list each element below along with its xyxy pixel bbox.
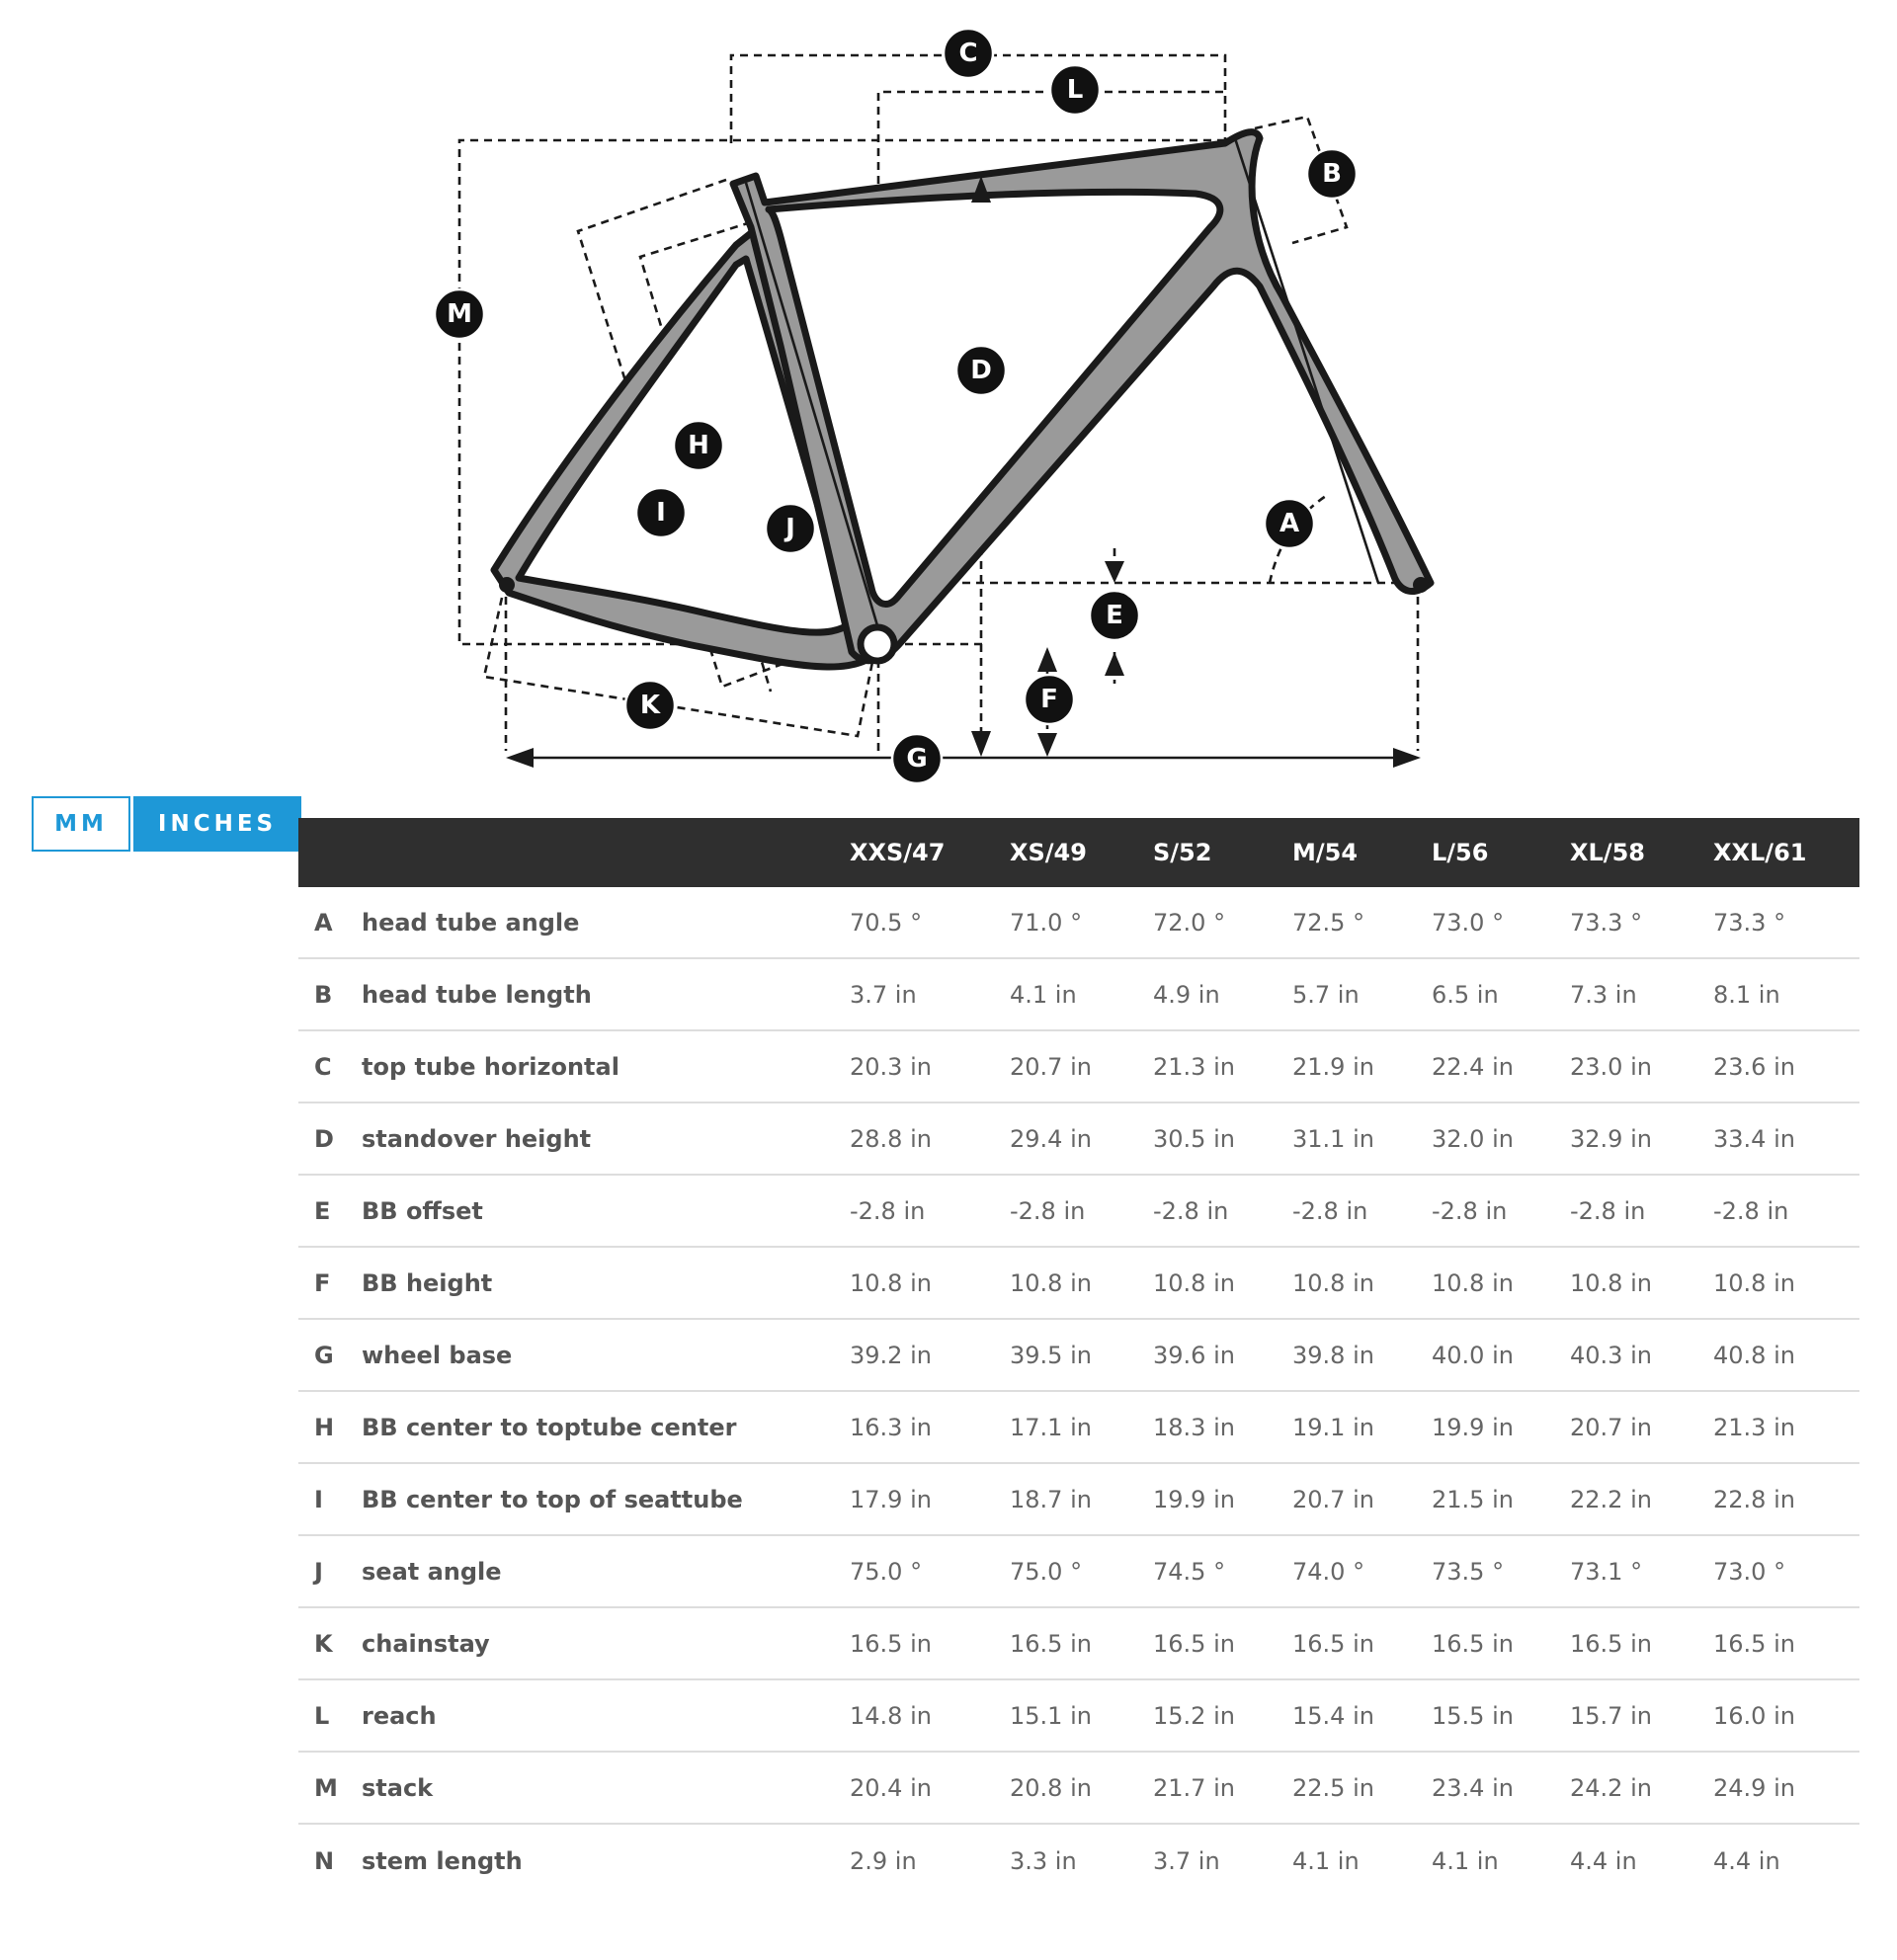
row-value: 40.8 in <box>1713 1341 1795 1369</box>
row-name: BB offset <box>362 1196 483 1225</box>
row-value: 16.5 in <box>1432 1629 1514 1658</box>
svg-text:I: I <box>656 498 666 528</box>
row-value: 22.5 in <box>1292 1773 1374 1802</box>
svg-text:M: M <box>447 299 472 329</box>
row-value: 10.8 in <box>1570 1268 1652 1297</box>
label-a-icon <box>1265 499 1314 548</box>
row-value: 28.8 in <box>850 1124 932 1153</box>
row-value: 15.5 in <box>1432 1701 1514 1730</box>
row-value: 15.4 in <box>1292 1701 1374 1730</box>
label-m-icon <box>435 289 484 339</box>
row-name: BB center to toptube center <box>362 1413 737 1441</box>
row-value: 2.9 in <box>850 1846 917 1875</box>
row-value: -2.8 in <box>1570 1196 1646 1225</box>
row-value: 21.3 in <box>1153 1052 1235 1081</box>
label-e-icon <box>1090 591 1139 640</box>
row-value: 16.5 in <box>1010 1629 1092 1658</box>
row-value: 33.4 in <box>1713 1124 1795 1153</box>
row-value: 30.5 in <box>1153 1124 1235 1153</box>
table-row <box>298 1248 1859 1320</box>
row-letter: C <box>314 1052 332 1081</box>
row-value: 29.4 in <box>1010 1124 1092 1153</box>
unit-inches-button[interactable]: INCHES <box>133 796 301 852</box>
row-value: -2.8 in <box>1713 1196 1789 1225</box>
svg-text:E: E <box>1106 601 1123 630</box>
row-letter: E <box>314 1196 331 1225</box>
geometry-table <box>298 818 1859 1897</box>
label-g-icon <box>892 734 942 783</box>
svg-text:D: D <box>970 356 992 385</box>
row-value: 24.2 in <box>1570 1773 1652 1802</box>
label-c-icon <box>944 29 993 78</box>
row-value: 10.8 in <box>850 1268 932 1297</box>
row-value: 19.9 in <box>1153 1485 1235 1513</box>
row-name: BB center to top of seattube <box>362 1485 743 1513</box>
row-value: 15.1 in <box>1010 1701 1092 1730</box>
row-value: 20.4 in <box>850 1773 932 1802</box>
row-value: 16.5 in <box>1292 1629 1374 1658</box>
row-value: 31.1 in <box>1292 1124 1374 1153</box>
row-value: 74.5 ° <box>1153 1557 1226 1586</box>
row-value: 75.0 ° <box>1010 1557 1083 1586</box>
size-header: L/56 <box>1432 839 1489 866</box>
row-value: -2.8 in <box>1292 1196 1368 1225</box>
row-letter: J <box>314 1557 323 1586</box>
row-value: 5.7 in <box>1292 980 1360 1009</box>
row-value: 73.0 ° <box>1432 908 1505 937</box>
unit-toggle <box>32 796 301 852</box>
row-name: standover height <box>362 1124 592 1153</box>
size-header: XL/58 <box>1570 839 1645 866</box>
row-value: 23.6 in <box>1713 1052 1795 1081</box>
row-letter: I <box>314 1485 323 1513</box>
table-body <box>298 887 1859 1897</box>
row-value: 4.1 in <box>1010 980 1077 1009</box>
row-value: 8.1 in <box>1713 980 1780 1009</box>
row-letter: A <box>314 908 333 937</box>
row-value: 39.5 in <box>1010 1341 1092 1369</box>
row-value: 4.1 in <box>1292 1846 1360 1875</box>
row-value: 22.8 in <box>1713 1485 1795 1513</box>
row-value: 32.0 in <box>1432 1124 1514 1153</box>
row-value: 70.5 ° <box>850 908 923 937</box>
label-h-icon <box>674 421 723 470</box>
row-name: chainstay <box>362 1629 490 1658</box>
size-header: S/52 <box>1153 839 1212 866</box>
row-value: 19.9 in <box>1432 1413 1514 1441</box>
label-d-icon <box>956 346 1006 395</box>
row-letter: G <box>314 1341 334 1369</box>
svg-text:F: F <box>1040 685 1058 714</box>
table-row <box>298 959 1859 1031</box>
row-value: 21.7 in <box>1153 1773 1235 1802</box>
row-value: 4.4 in <box>1570 1846 1637 1875</box>
size-header: M/54 <box>1292 839 1359 866</box>
row-value: 3.3 in <box>1010 1846 1077 1875</box>
row-value: 16.0 in <box>1713 1701 1795 1730</box>
row-name: head tube angle <box>362 908 580 937</box>
row-value: 10.8 in <box>1713 1268 1795 1297</box>
row-letter: B <box>314 980 333 1009</box>
row-value: 74.0 ° <box>1292 1557 1365 1586</box>
row-value: 4.9 in <box>1153 980 1220 1009</box>
row-name: seat angle <box>362 1557 502 1586</box>
table-row <box>298 1103 1859 1176</box>
row-letter: H <box>314 1413 335 1441</box>
svg-text:C: C <box>958 39 978 68</box>
table-row <box>298 1464 1859 1536</box>
row-value: 72.0 ° <box>1153 908 1226 937</box>
label-b-icon <box>1307 149 1357 199</box>
label-l-icon <box>1050 65 1100 115</box>
row-value: 15.7 in <box>1570 1701 1652 1730</box>
row-value: 73.5 ° <box>1432 1557 1505 1586</box>
table-row <box>298 1608 1859 1680</box>
svg-text:B: B <box>1322 159 1342 189</box>
table-row <box>298 1392 1859 1464</box>
row-value: 7.3 in <box>1570 980 1637 1009</box>
row-value: 21.3 in <box>1713 1413 1795 1441</box>
row-value: 18.3 in <box>1153 1413 1235 1441</box>
size-header: XS/49 <box>1010 839 1087 866</box>
row-value: 24.9 in <box>1713 1773 1795 1802</box>
table-row <box>298 1031 1859 1103</box>
size-header: XXS/47 <box>850 839 946 866</box>
svg-text:J: J <box>785 514 795 543</box>
row-value: 23.4 in <box>1432 1773 1514 1802</box>
row-name: wheel base <box>362 1341 513 1369</box>
row-value: 4.1 in <box>1432 1846 1499 1875</box>
table-row <box>298 1753 1859 1825</box>
svg-text:K: K <box>639 691 661 720</box>
row-name: stack <box>362 1773 434 1802</box>
row-value: 10.8 in <box>1153 1268 1235 1297</box>
table-row <box>298 887 1859 959</box>
row-value: -2.8 in <box>1432 1196 1508 1225</box>
row-value: 16.5 in <box>850 1629 932 1658</box>
row-letter: L <box>314 1701 330 1730</box>
row-name: reach <box>362 1701 437 1730</box>
row-value: -2.8 in <box>1153 1196 1229 1225</box>
row-value: 73.3 ° <box>1570 908 1643 937</box>
row-value: 10.8 in <box>1432 1268 1514 1297</box>
row-value: 14.8 in <box>850 1701 932 1730</box>
row-value: 73.0 ° <box>1713 1557 1786 1586</box>
row-name: head tube length <box>362 980 592 1009</box>
row-value: 4.4 in <box>1713 1846 1780 1875</box>
row-letter: K <box>314 1629 333 1658</box>
label-i-icon <box>636 488 686 537</box>
row-value: 32.9 in <box>1570 1124 1652 1153</box>
row-letter: M <box>314 1773 338 1802</box>
row-value: 23.0 in <box>1570 1052 1652 1081</box>
label-k-icon <box>625 681 675 730</box>
row-letter: N <box>314 1846 335 1875</box>
row-value: 73.1 ° <box>1570 1557 1643 1586</box>
row-value: 17.1 in <box>1010 1413 1092 1441</box>
row-value: 71.0 ° <box>1010 908 1083 937</box>
table-row <box>298 1176 1859 1248</box>
row-value: 18.7 in <box>1010 1485 1092 1513</box>
row-value: 6.5 in <box>1432 980 1499 1009</box>
row-value: 17.9 in <box>850 1485 932 1513</box>
row-value: 20.7 in <box>1292 1485 1374 1513</box>
table-row <box>298 1680 1859 1753</box>
row-letter: F <box>314 1268 331 1297</box>
row-value: 39.2 in <box>850 1341 932 1369</box>
row-value: 73.3 ° <box>1713 908 1786 937</box>
row-letter: D <box>314 1124 334 1153</box>
table-header <box>298 818 1859 887</box>
svg-text:L: L <box>1066 75 1084 105</box>
row-value: 22.4 in <box>1432 1052 1514 1081</box>
table-row <box>298 1536 1859 1608</box>
row-value: 40.0 in <box>1432 1341 1514 1369</box>
row-value: 39.6 in <box>1153 1341 1235 1369</box>
row-value: 15.2 in <box>1153 1701 1235 1730</box>
row-value: 39.8 in <box>1292 1341 1374 1369</box>
svg-text:H: H <box>688 431 709 460</box>
row-value: 16.3 in <box>850 1413 932 1441</box>
row-value: 3.7 in <box>1153 1846 1220 1875</box>
table-row <box>298 1825 1859 1897</box>
row-value: 19.1 in <box>1292 1413 1374 1441</box>
row-value: 10.8 in <box>1292 1268 1374 1297</box>
table-row <box>298 1320 1859 1392</box>
row-value: 16.5 in <box>1153 1629 1235 1658</box>
row-value: 72.5 ° <box>1292 908 1365 937</box>
row-value: 22.2 in <box>1570 1485 1652 1513</box>
svg-text:A: A <box>1278 509 1300 538</box>
row-value: 10.8 in <box>1010 1268 1092 1297</box>
row-value: -2.8 in <box>850 1196 926 1225</box>
svg-text:G: G <box>906 744 928 774</box>
label-j-icon <box>766 504 815 553</box>
row-value: 21.9 in <box>1292 1052 1374 1081</box>
row-value: 16.5 in <box>1713 1629 1795 1658</box>
row-value: 3.7 in <box>850 980 917 1009</box>
row-value: 20.3 in <box>850 1052 932 1081</box>
row-name: stem length <box>362 1846 523 1875</box>
size-header: XXL/61 <box>1713 839 1807 866</box>
row-value: 20.7 in <box>1010 1052 1092 1081</box>
row-name: BB height <box>362 1268 493 1297</box>
row-value: 16.5 in <box>1570 1629 1652 1658</box>
row-name: top tube horizontal <box>362 1052 619 1081</box>
unit-mm-button[interactable]: MM <box>32 796 130 852</box>
row-value: 21.5 in <box>1432 1485 1514 1513</box>
row-value: 75.0 ° <box>850 1557 923 1586</box>
row-value: 20.8 in <box>1010 1773 1092 1802</box>
row-value: 40.3 in <box>1570 1341 1652 1369</box>
row-value: 20.7 in <box>1570 1413 1652 1441</box>
label-f-icon <box>1025 675 1074 724</box>
row-value: -2.8 in <box>1010 1196 1086 1225</box>
frame-geometry-diagram <box>0 0 1897 790</box>
